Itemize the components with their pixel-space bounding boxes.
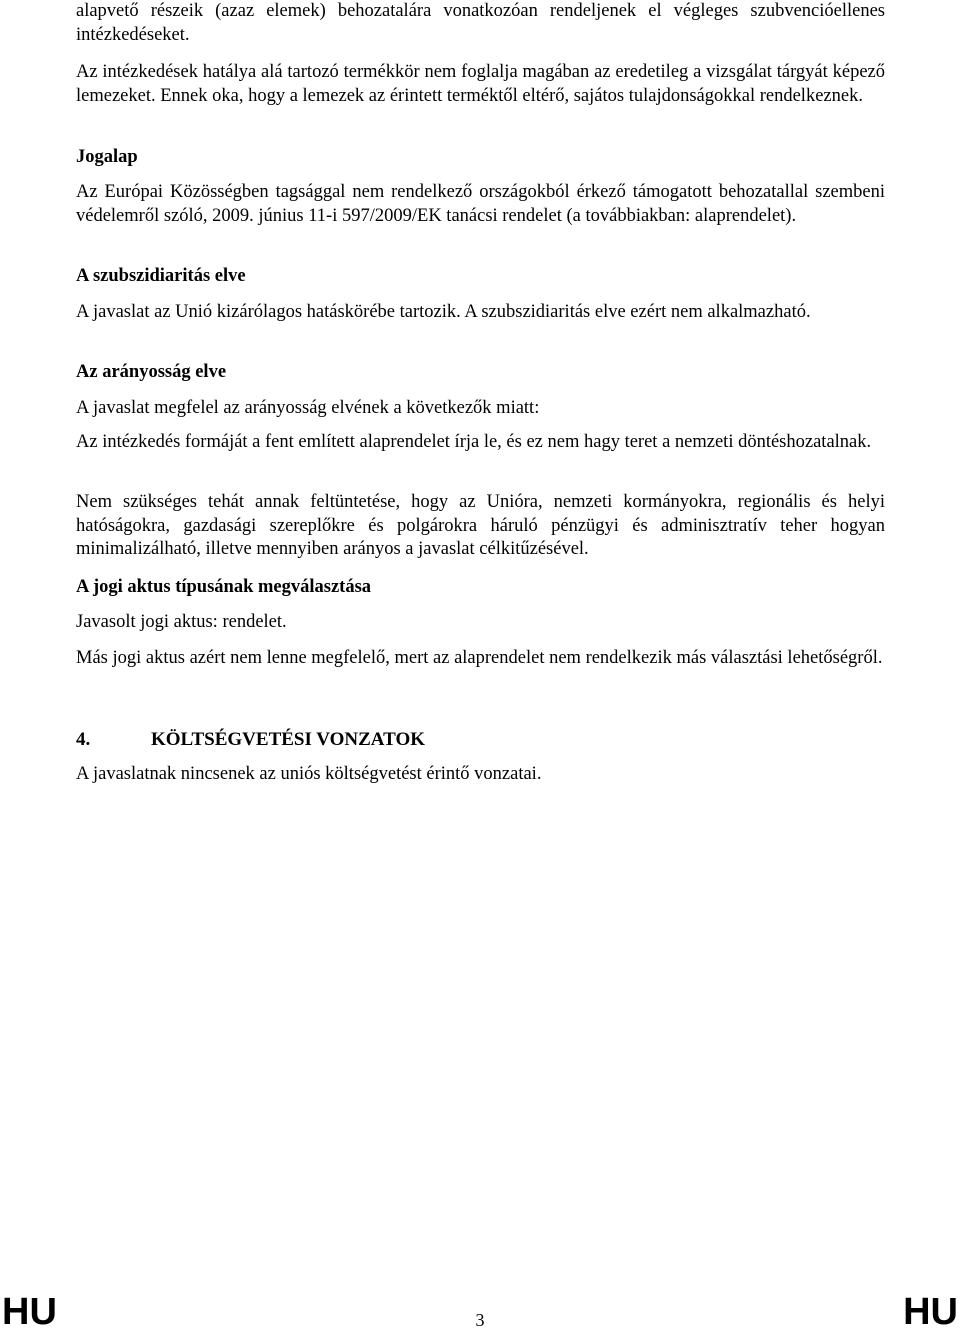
paragraph-subsidiarity: A javaslat az Unió kizárólagos hatáskörébe tartozik. A szubszidiaritás elve ezért nem alkalmazható. xyxy=(76,302,811,322)
paragraph-proportionality: A javaslat megfelel az arányosság elvének a következők miatt: xyxy=(76,398,540,418)
footer-language-left: HU xyxy=(2,1291,57,1333)
heading-legal-act: A jogi aktus típusának megválasztása xyxy=(76,577,372,597)
heading-proportionality: Az arányosság elve xyxy=(76,362,227,382)
paragraph-intro: alapvető részeik (azaz elemek) behozatalára vonatkozóan rendeljenek el végleges szubvencióellenes intézkedéseket. xyxy=(76,1,885,45)
paragraph-scope: Az intézkedések hatálya alá tartozó termékkör nem foglalja magában az eredetileg a vizsgálat tárgyát képező lemezeket. Ennek oka, hogy a lemezek az érintett terméktől eltérő, sajátos tulajdonságokkal rendelkeznek. xyxy=(76,62,885,106)
heading-jogalap: Jogalap xyxy=(76,147,138,167)
paragraph-measure-form: Az intézkedés formáját a fent említett alaprendelet írja le, és ez nem hagy teret a nemzeti döntéshozatalnak. xyxy=(76,432,872,452)
section-4-heading xyxy=(76,728,425,752)
paragraph-burden: Nem szükséges tehát annak feltüntetése, hogy az Unióra, nemzeti kormányokra, regionális és helyi hatóságokra, gazdasági szereplőkre és polgárokra háruló pénzügyi és adminisztratív teher hogyan minimalizálható, illetve mennyiben arányos a javaslat célkitűzésével. xyxy=(76,492,885,559)
paragraph-jogalap: Az Európai Közösségben tagsággal nem rendelkező országokból érkező támogatott behozatallal szembeni védelemről szóló, 2009. június 11-i 597/2009/EK tanácsi rendelet (a továbbiakban: alaprendelet). xyxy=(76,182,885,226)
heading-subsidiarity: A szubszidiaritás elve xyxy=(76,266,246,286)
section-number: 4. xyxy=(76,729,91,750)
paragraph-legal-act: Javasolt jogi aktus: rendelet. xyxy=(76,612,287,632)
footer-language-right: HU xyxy=(903,1291,958,1333)
section-title: KÖLTSÉGVETÉSI VONZATOK xyxy=(151,729,425,750)
paragraph-other-options: Más jogi aktus azért nem lenne megfelelő, mert az alaprendelet nem rendelkezik más választási lehetőségről. xyxy=(76,648,883,668)
paragraph-budget: A javaslatnak nincsenek az uniós költségvetést érintő vonzatai. xyxy=(76,764,542,784)
page-number: 3 xyxy=(475,1310,485,1330)
